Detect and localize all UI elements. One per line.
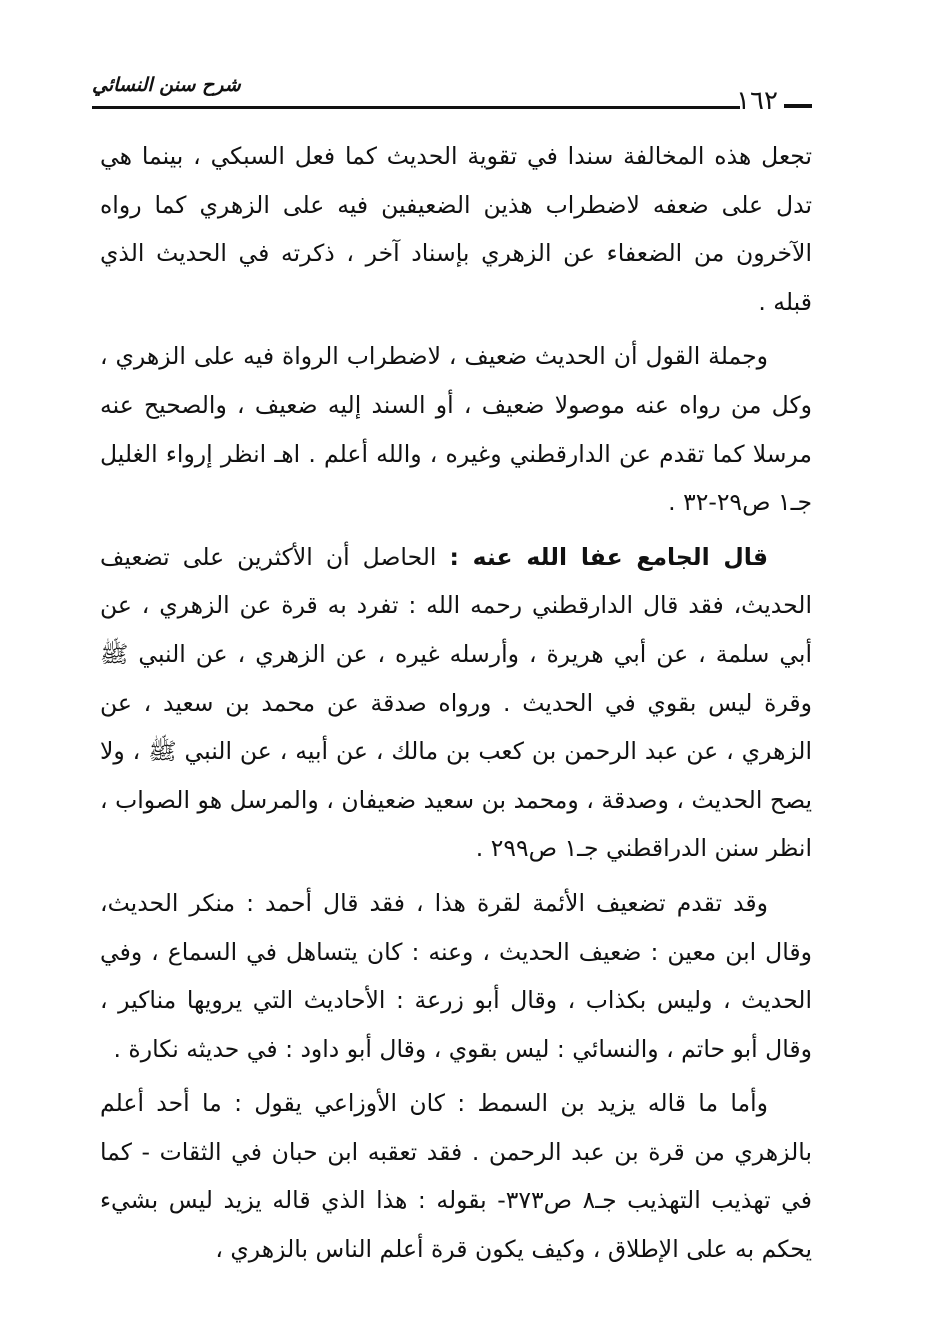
speaker-label: قال الجامع عفا الله عنه : xyxy=(449,542,768,571)
paragraph-1: تجعل هذه المخالفة سندا في تقوية الحديث كما فعل السبكي ، بينما هي تدل على ضعفه لاضطراب هذين الضعيفين فيه على الزهري كما رواه الآخرون من الضعفاء عن الزهري بإسناد آخر ، ذكرته في الحديث الذي قبله . xyxy=(100,142,812,316)
paragraph-4: وقد تقدم تضعيف الأئمة لقرة هذا ، فقد قال أحمد : منكر الحديث، وقال ابن معين : ضعيف الحديث ، وعنه : كان يتساهل في السماع ، وفي الحديث ، وليس بكذاب ، وقال أبو زرعة : الأحاديث التي يرويها مناكير ، وقال أبو حاتم ، والنسائي : ليس بقوي ، وقال أبو داود : في حديثه نكارة . xyxy=(100,888,812,1063)
page-header xyxy=(92,72,812,116)
header-rule xyxy=(92,106,740,109)
paragraph-5: وأما ما قاله يزيد بن السمط : كان الأوزاعي يقول : ما أحد أعلم بالزهري من قرة بن عبد الرحمن . فقد تعقبه ابن حبان في الثقات - كما في تهذيب التهذيب جـ٨ ص٣٧٣- بقوله : هذا الذي قاله يزيد ليس بشيء يحكم به على الإطلاق ، وكيف يكون قرة أعلم الناس بالزهري ، xyxy=(100,1089,812,1264)
body-text xyxy=(100,132,812,1280)
page-number: ١٦٢ xyxy=(736,86,778,116)
paragraph-2: وجملة القول أن الحديث ضعيف ، لاضطراب الرواة فيه على الزهري ، وكل من رواه عنه موصولا ضعيف ، أو السند إليه ضعيف ، والصحيح عنه مرسلا كما تقدم عن الدارقطني وغيره ، والله أعلم . اهـ انظر إرواء الغليل جـ١ ص٢٩-٣٢ . xyxy=(100,342,812,517)
paragraph-3 xyxy=(100,533,812,873)
page-number-dash xyxy=(784,104,812,108)
paragraph-3-text: الحاصل أن الأكثرين على تضعيف الحديث، فقد قال الدارقطني رحمه الله : تفرد به قرة عن الزهري ، عن أبي سلمة ، عن أبي هريرة ، وأرسله غيره ، عن الزهري ، عن النبي ﷺ وقرة ليس بقوي في الحديث . ورواه صدقة عن محمد بن سعيد ، عن الزهري ، عن عبد الرحمن بن كعب بن مالك ، عن أبيه ، عن النبي ﷺ ، ولا يصح الحديث ، وصدقة ، ومحمد بن سعيد ضعيفان ، والمرسل هو الصواب ، انظر سنن الدراقطني جـ١ ص٢٩٩ . xyxy=(100,542,812,863)
running-title: شرح سنن النسائي xyxy=(92,74,241,96)
